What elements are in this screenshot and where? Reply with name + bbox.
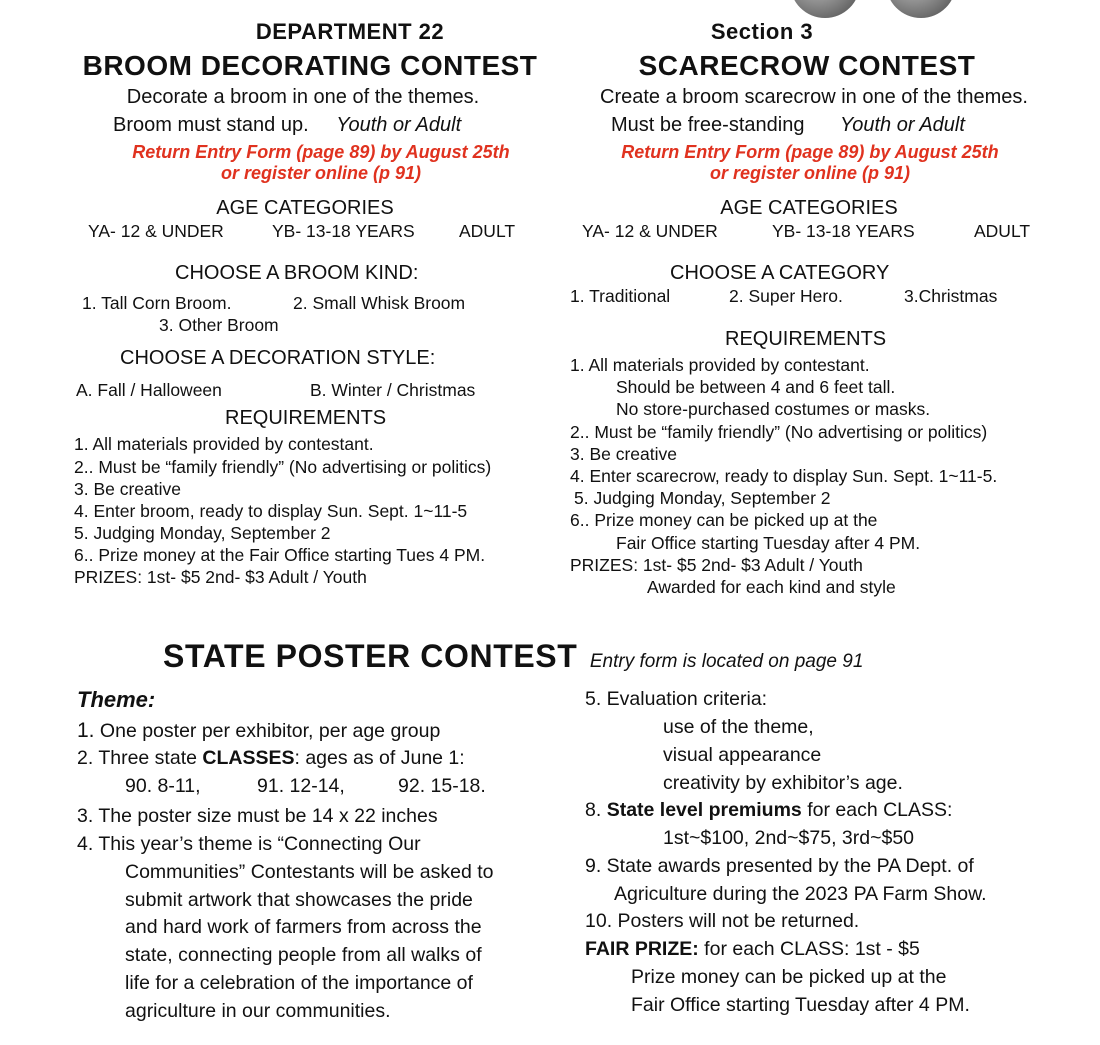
criteria-creativity: creativity by exhibitor’s age. (663, 772, 903, 794)
poster-item-4-line5: state, connecting people from all walks of (125, 944, 482, 966)
scarecrow-prizes-note: Awarded for each kind and style (647, 577, 896, 597)
poster-item-3: 3. The poster size must be 14 x 22 inches (77, 805, 438, 827)
poster-item-4-line3: submit artwork that showcases the pride (125, 889, 473, 911)
fair-prize-text: for each CLASS: 1st - $5 (698, 938, 920, 960)
fair-prize-line (585, 938, 920, 961)
broom-return-line2: or register online (p 91) (220, 163, 422, 183)
fair-prize-pickup-1: Prize money can be picked up at the (631, 966, 947, 988)
scarecrow-age-adult: ADULT (974, 221, 1031, 241)
broom-age-yb: YB- 13-18 YEARS (272, 221, 415, 241)
scarecrow-category-3: 3.Christmas (904, 286, 998, 306)
poster-item-9: 9. State awards presented by the PA Dept. of (585, 855, 974, 877)
broom-style-heading: CHOOSE A DECORATION STYLE: (120, 347, 436, 369)
broom-req-3: 3. Be creative (74, 479, 181, 499)
poster-contest-title: STATE POSTER CONTEST (163, 638, 578, 674)
broom-eligibility: Youth or Adult (336, 114, 462, 136)
criteria-visual: visual appearance (663, 744, 822, 766)
scarecrow-req-1b: Should be between 4 and 6 feet tall. (616, 377, 896, 397)
scarecrow-return-line2: or register online (p 91) (709, 163, 911, 183)
broom-req-5: 5. Judging Monday, September 2 (74, 523, 331, 543)
broom-req-heading: REQUIREMENTS (225, 407, 387, 429)
broom-kind-2: 2. Small Whisk Broom (293, 293, 466, 313)
broom-intro-line1: Decorate a broom in one of the themes. (126, 86, 480, 108)
poster-item-4-line4: and hard work of farmers from across the (125, 916, 482, 938)
broom-style-a: A. Fall / Halloween (76, 380, 222, 400)
broom-return-line1: Return Entry Form (page 89) by August 25th (132, 142, 510, 162)
department-heading: DEPARTMENT 22 (255, 19, 445, 44)
scarecrow-category-heading: CHOOSE A CATEGORY (670, 262, 890, 284)
section-heading: Section 3 (710, 19, 814, 44)
scarecrow-req-1: 1. All materials provided by contestant. (570, 355, 870, 375)
broom-age-adult: ADULT (459, 221, 516, 241)
scarecrow-req-1c: No store-purchased costumes or masks. (616, 399, 931, 419)
poster-item-2 (77, 747, 465, 770)
poster-item-9-line2: Agriculture during the 2023 PA Farm Show. (614, 883, 987, 905)
scarecrow-stand-note: Must be free-standing (611, 114, 805, 136)
scarecrow-req-3: 3. Be creative (570, 444, 677, 464)
broom-intro-line2 (113, 114, 461, 137)
scarecrow-req-6b: Fair Office starting Tuesday after 4 PM. (616, 533, 921, 553)
scarecrow-age-heading: AGE CATEGORIES (720, 197, 898, 219)
broom-kind-1: 1. Tall Corn Broom. (82, 293, 232, 313)
decorative-photo-2 (886, 0, 956, 18)
scarecrow-category-2: 2. Super Hero. (729, 286, 843, 306)
poster-item-8 (585, 799, 952, 822)
poster-item-2-lead: 2. Three state (77, 747, 203, 769)
poster-class-92: 92. 15-18. (398, 775, 486, 797)
broom-style-b: B. Winter / Christmas (310, 380, 476, 400)
broom-req-2: 2.. Must be “family friendly” (No advertising or politics) (74, 457, 492, 477)
scarecrow-req-6: 6.. Prize money can be picked up at the (570, 510, 878, 530)
poster-item-10: 10. Posters will not be returned. (585, 910, 860, 932)
broom-req-4: 4. Enter broom, ready to display Sun. Sept. 1~11-5 (74, 501, 468, 521)
broom-req-1: 1. All materials provided by contestant. (74, 434, 374, 454)
broom-contest-title: BROOM DECORATING CONTEST (82, 50, 538, 81)
broom-age-ya: YA- 12 & UNDER (88, 221, 224, 241)
scarecrow-intro-line1: Create a broom scarecrow in one of the themes. (600, 86, 1028, 108)
broom-kind-heading: CHOOSE A BROOM KIND: (175, 262, 419, 284)
poster-item-5: 5. Evaluation criteria: (585, 688, 768, 710)
broom-kind-3: 3. Other Broom (159, 315, 279, 335)
scarecrow-age-yb: YB- 13-18 YEARS (772, 221, 915, 241)
fair-prize-pickup-2: Fair Office starting Tuesday after 4 PM. (631, 994, 970, 1016)
poster-item-1 (77, 719, 440, 743)
scarecrow-contest-title: SCARECROW CONTEST (638, 50, 976, 81)
criteria-theme: use of the theme, (663, 716, 814, 738)
poster-item-4-line7: agriculture in our communities. (125, 1000, 391, 1022)
poster-item-4: 4. This year’s theme is “Connecting Our (77, 833, 421, 855)
poster-item-4-line6: life for a celebration of the importance of (125, 972, 473, 994)
poster-entry-form-note: Entry form is located on page 91 (589, 651, 864, 672)
broom-age-heading: AGE CATEGORIES (216, 197, 394, 219)
scarecrow-req-heading: REQUIREMENTS (725, 328, 887, 350)
poster-item-1-number: 1. (77, 719, 95, 742)
scarecrow-req-5: 5. Judging Monday, September 2 (574, 488, 831, 508)
poster-item-2-tail: : ages as of June 1: (294, 747, 465, 769)
poster-item-8-tail: for each CLASS: (801, 799, 953, 821)
poster-title-row (163, 638, 863, 675)
fair-prize-label: FAIR PRIZE: (585, 938, 699, 960)
scarecrow-req-2: 2.. Must be “family friendly” (No advertising or politics) (570, 422, 988, 442)
poster-class-91: 91. 12-14, (257, 775, 345, 797)
poster-classes-label: CLASSES (202, 747, 295, 769)
scarecrow-category-1: 1. Traditional (570, 286, 671, 306)
poster-class-90: 90. 8-11, (125, 775, 201, 797)
broom-prizes: PRIZES: 1st- $5 2nd- $3 Adult / Youth (74, 567, 367, 587)
poster-item-8-number: 8. (585, 799, 607, 821)
scarecrow-return-line1: Return Entry Form (page 89) by August 25th (621, 142, 999, 162)
poster-item-4-line2: Communities” Contestants will be asked to (125, 861, 494, 883)
scarecrow-age-ya: YA- 12 & UNDER (582, 221, 718, 241)
scarecrow-prizes: PRIZES: 1st- $5 2nd- $3 Adult / Youth (570, 555, 863, 575)
decorative-photo-1 (790, 0, 860, 18)
state-premiums-values: 1st~$100, 2nd~$75, 3rd~$50 (663, 827, 915, 849)
broom-req-6: 6.. Prize money at the Fair Office starting Tues 4 PM. (74, 545, 486, 565)
theme-label: Theme: (77, 687, 156, 712)
broom-stand-note: Broom must stand up. (113, 114, 309, 136)
poster-item-1-text: One poster per exhibitor, per age group (94, 720, 441, 742)
scarecrow-req-4: 4. Enter scarecrow, ready to display Sun. Sept. 1~11-5. (570, 466, 998, 486)
scarecrow-eligibility: Youth or Adult (840, 114, 965, 136)
state-premiums-label: State level premiums (606, 799, 802, 821)
scarecrow-intro-line2 (611, 114, 965, 137)
